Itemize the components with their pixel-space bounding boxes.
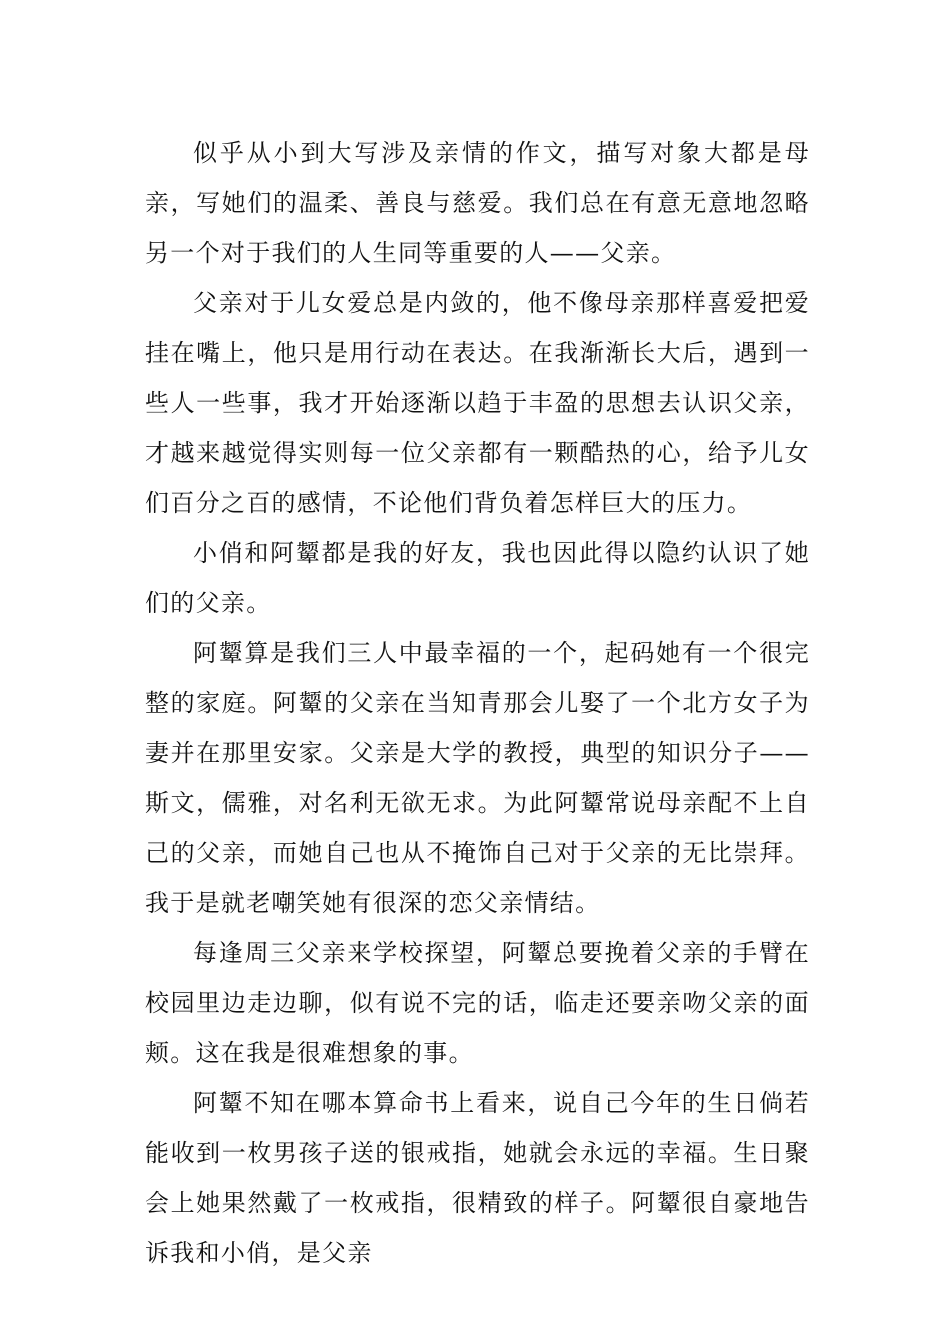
paragraph-6: 阿颦不知在哪本算命书上看来，说自己今年的生日倘若能收到一枚男孩子送的银戒指，她就会永远的幸福。生日聚会上她果然戴了一枚戒指，很精致的样子。阿颦很自豪地告诉我和小俏，是父亲 — [145, 1089, 810, 1267]
paragraph-3: 小俏和阿颦都是我的好友，我也因此得以隐约认识了她们的父亲。 — [145, 539, 810, 617]
document-body — [145, 128, 810, 1278]
paragraph-1: 似乎从小到大写涉及亲情的作文，描写对象大都是母亲，写她们的温柔、善良与慈爱。我们总在有意无意地忽略另一个对于我们的人生同等重要的人——父亲。 — [145, 139, 810, 267]
paragraph-2: 父亲对于儿女爱总是内敛的，他不像母亲那样喜爱把爱挂在嘴上，他只是用行动在表达。在我渐渐长大后，遇到一些人一些事，我才开始逐渐以趋于丰盈的思想去认识父亲，才越来越觉得实则每一位父亲都有一颗酷热的心，给予儿女们百分之百的感情，不论他们背负着怎样巨大的压力。 — [145, 289, 810, 517]
paragraph-4: 阿颦算是我们三人中最幸福的一个，起码她有一个很完整的家庭。阿颦的父亲在当知青那会儿娶了一个北方女子为妻并在那里安家。父亲是大学的教授，典型的知识分子——斯文，儒雅，对名利无欲无求。为此阿颦常说母亲配不上自己的父亲，而她自己也从不掩饰自己对于父亲的无比崇拜。我于是就老嘲笑她有很深的恋父亲情结。 — [145, 639, 810, 917]
paragraph-5: 每逢周三父亲来学校探望，阿颦总要挽着父亲的手臂在校园里边走边聊，似有说不完的话，临走还要亲吻父亲的面颊。这在我是很难想象的事。 — [145, 939, 810, 1067]
